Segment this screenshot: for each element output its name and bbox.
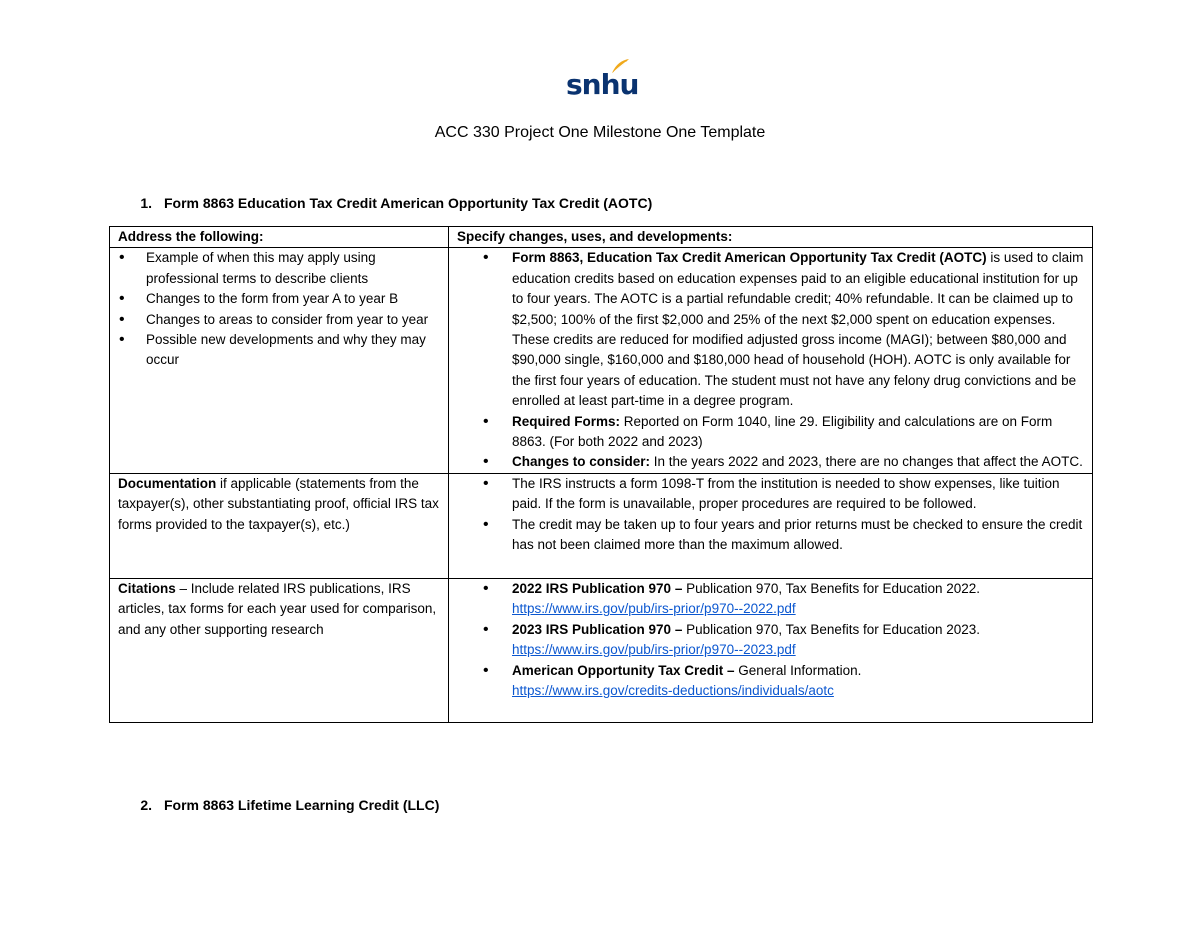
- snhu-logo: [566, 58, 639, 104]
- list-item: • The IRS instructs a form 1098-T from the institution is needed to show expenses, like tuition paid. If the form is unavailable, proper procedures are required to be followed.: [457, 474, 1086, 515]
- list-item: [457, 412, 1086, 453]
- documentation-list: [457, 474, 1086, 556]
- table-header-row: [110, 227, 1093, 248]
- section-number: 2.: [140, 797, 152, 813]
- citation-link-2023[interactable]: https://www.irs.gov/pub/irs-prior/p970--2023.pdf: [512, 642, 796, 658]
- table-row: [110, 248, 1093, 473]
- list-item: [457, 579, 1086, 620]
- list-item: • Changes to the form from year A to year B: [118, 289, 442, 309]
- section-number: 1.: [140, 195, 152, 211]
- citations-cell: [110, 578, 449, 722]
- leaf-icon: [610, 58, 630, 74]
- citations-details-cell: [449, 578, 1093, 722]
- list-item: [457, 620, 1086, 661]
- section-title: Form 8863 Education Tax Credit American Opportunity Tax Credit (AOTC): [164, 195, 653, 211]
- item-label: Required Forms:: [512, 413, 621, 429]
- logo-text: snhu: [566, 68, 639, 101]
- citation-link-aotc[interactable]: https://www.irs.gov/credits-deductions/individuals/aotc: [512, 682, 834, 698]
- documentation-text: if applicable (statements from the taxpayer(s), other substantiating proof, official IRS tax forms provided to the taxpayer(s), etc.): [118, 475, 439, 532]
- list-item: [457, 452, 1086, 472]
- header-address: Address the following:: [110, 227, 449, 248]
- list-item: • Possible new developments and why they may occur: [118, 330, 442, 371]
- documentation-details-cell: [449, 473, 1093, 578]
- item-text: is used to claim education credits based on education expenses paid to an eligible educational institution for up to four years. The AOTC is a partial refundable credit; 40% refundable. It can be claimed up to $2,500; 100% of the first $2,000 and 25% of the next $2,000 spent on education expenses. These credits are reduced for modified adjusted gross income (MAGI); between $80,000 and $90,000 single, $160,000 and $180,000 head of household (HOH). AOTC is only available for the first four years of education. The student must not have any felony drug convictions and be enrolled at least part-time in a degree program.: [512, 250, 1084, 409]
- citation-title: American Opportunity Tax Credit –: [512, 662, 735, 678]
- list-item: [457, 661, 1086, 702]
- item-text: Reported on Form 1040, line 29. Eligibility and calculations are on Form 8863. (For both 2022 and 2023): [512, 413, 1053, 450]
- item-label: Changes to consider:: [512, 454, 651, 470]
- documentation-label: Documentation: [118, 475, 217, 491]
- address-list: [118, 248, 442, 370]
- citation-link-2022[interactable]: https://www.irs.gov/pub/irs-prior/p970--2022.pdf: [512, 601, 796, 617]
- section-title: Form 8863 Lifetime Learning Credit (LLC): [164, 797, 440, 813]
- list-item: • The credit may be taken up to four years and prior returns must be checked to ensure the credit has not been claimed more than the maximum allowed.: [457, 515, 1086, 556]
- specify-cell: [449, 248, 1093, 473]
- specify-list: [457, 248, 1086, 472]
- aotc-table: [109, 226, 1093, 723]
- item-label: Form 8863, Education Tax Credit American Opportunity Tax Credit (AOTC): [512, 250, 987, 266]
- table-row: [110, 473, 1093, 578]
- citation-title: 2023 IRS Publication 970 –: [512, 621, 683, 637]
- citations-label: Citations: [118, 580, 176, 596]
- citation-text: General Information.: [734, 662, 862, 678]
- citations-list: [457, 579, 1086, 701]
- citation-title: 2022 IRS Publication 970 –: [512, 580, 683, 596]
- table-row: [110, 578, 1093, 722]
- citations-text: – Include related IRS publications, IRS articles, tax forms for each year used for comparison, and any other supporting research: [118, 580, 437, 637]
- list-item: • Changes to areas to consider from year to year: [118, 310, 442, 330]
- item-text: In the years 2022 and 2023, there are no changes that affect the AOTC.: [650, 454, 1083, 470]
- citation-text: Publication 970, Tax Benefits for Education 2022.: [682, 580, 981, 596]
- header-specify: Specify changes, uses, and developments:: [449, 227, 1093, 248]
- page-title: ACC 330 Project One Milestone One Template: [434, 124, 766, 141]
- list-item: [457, 248, 1086, 411]
- documentation-cell: [110, 473, 449, 578]
- list-item: • Example of when this may apply using professional terms to describe clients: [118, 248, 442, 289]
- citation-text: Publication 970, Tax Benefits for Education 2023.: [682, 621, 981, 637]
- address-cell: [110, 248, 449, 473]
